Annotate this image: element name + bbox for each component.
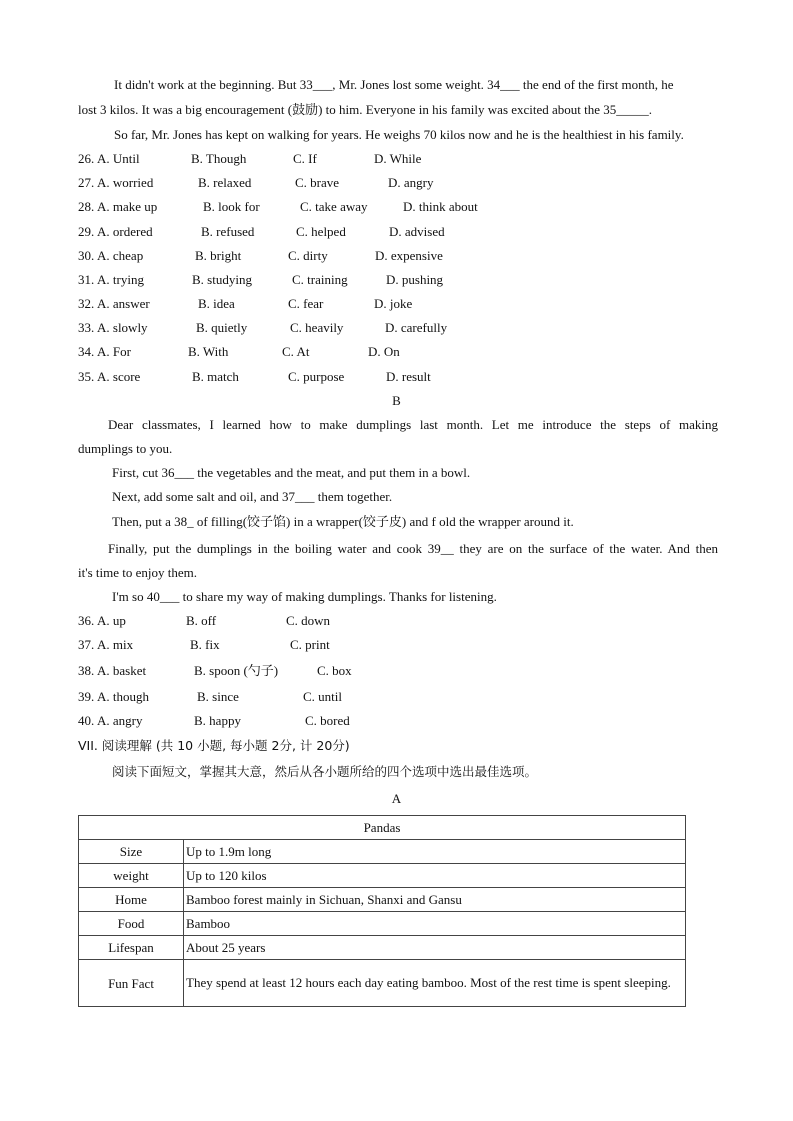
option-c: C. helped [296, 224, 346, 239]
step-line: First, cut 36___ the vegetables and the meat, and put them in a bowl. [112, 465, 471, 480]
option-c: C. fear [288, 296, 324, 311]
option-d: D. think about [403, 199, 478, 214]
option-c: C. At [282, 344, 310, 359]
intro-line: Dear classmates, I learned how to make dumplings last month. Let me introduce the steps of making [108, 417, 718, 432]
option-d: D. expensive [375, 248, 443, 263]
question-number: 31. [78, 272, 95, 287]
table-row [79, 912, 686, 936]
passage-line: It didn't work at the beginning. But 33___, Mr. Jones lost some weight. 34___ the end of the first month, he [114, 77, 674, 92]
option-b: B. look for [203, 199, 260, 214]
table-key: Home [79, 888, 184, 912]
option-a: A. basket [97, 663, 147, 678]
option-b: B. spoon (勺子) [194, 663, 279, 678]
option-b: B. studying [192, 272, 252, 287]
option-c: C. box [317, 663, 352, 678]
question-number: 38. [78, 663, 95, 678]
option-d: D. pushing [386, 272, 444, 287]
question-number: 28. [78, 199, 95, 214]
step-line: it's time to enjoy them. [78, 565, 197, 580]
option-d: D. While [374, 151, 422, 166]
option-b: B. since [197, 689, 239, 704]
table-key: weight [79, 864, 184, 888]
option-a: A. Until [97, 151, 140, 166]
option-a: A. ordered [97, 224, 153, 239]
question-number: 26. [78, 151, 95, 166]
option-b: B. relaxed [198, 175, 252, 190]
table-row [79, 888, 686, 912]
option-a: A. angry [97, 713, 143, 728]
table-row [79, 864, 686, 888]
table-value: Up to 1.9m long [184, 840, 686, 864]
option-c: C. until [303, 689, 343, 704]
table-key: Fun Fact [79, 960, 184, 1007]
table-row [79, 936, 686, 960]
option-c: C. take away [300, 199, 368, 214]
section-heading-a: A [391, 791, 402, 806]
option-b: B. bright [195, 248, 242, 263]
question-number: 36. [78, 613, 95, 628]
question-number: 33. [78, 320, 95, 335]
table-value: About 25 years [184, 936, 686, 960]
section-instruction: 阅读下面短文，掌握其大意，然后从各小题所给的四个选项中选出最佳选项。 [112, 764, 538, 779]
question-number: 39. [78, 689, 95, 704]
option-c: C. bored [305, 713, 350, 728]
closing-line: I'm so 40___ to share my way of making dumplings. Thanks for listening. [112, 589, 497, 604]
step-line: Finally, put the dumplings in the boiling water and cook 39__ they are on the surface of the water. And then [108, 541, 718, 556]
section-title: VII. 阅读理解 (共 10 小题, 每小题 2分, 计 20分) [78, 738, 350, 753]
option-c: C. dirty [288, 248, 328, 263]
passage-paragraph: So far, Mr. Jones has kept on walking for years. He weighs 70 kilos now and he is the healthiest in his family. [114, 127, 684, 142]
question-number: 34. [78, 344, 95, 359]
option-a: A. mix [97, 637, 134, 652]
intro-paragraph [78, 413, 718, 461]
question-number: 29. [78, 224, 95, 239]
option-c: C. down [286, 613, 331, 628]
question-number: 35. [78, 369, 95, 384]
table-value: Bamboo [184, 912, 686, 936]
option-b: B. fix [190, 637, 220, 652]
table-value: Bamboo forest mainly in Sichuan, Shanxi and Gansu [184, 888, 686, 912]
option-c: C. brave [295, 175, 340, 190]
table-value: Up to 120 kilos [184, 864, 686, 888]
table-key: Size [79, 840, 184, 864]
table-key: Lifespan [79, 936, 184, 960]
option-d: D. result [386, 369, 431, 384]
question-number: 32. [78, 296, 95, 311]
question-number: 37. [78, 637, 95, 652]
question-number: 30. [78, 248, 95, 263]
option-d: D. joke [374, 296, 413, 311]
option-d: D. angry [388, 175, 434, 190]
question-number: 27. [78, 175, 95, 190]
table-header-row [79, 816, 686, 840]
intro-line: dumplings to you. [78, 441, 173, 456]
option-c: C. print [290, 637, 330, 652]
table-row [79, 840, 686, 864]
option-d: D. advised [389, 224, 445, 239]
step-line: Next, add some salt and oil, and 37___ them together. [112, 489, 393, 504]
option-c: C. heavily [290, 320, 344, 335]
option-b: B. refused [201, 224, 255, 239]
option-c: C. training [292, 272, 348, 287]
table-row [79, 960, 686, 1007]
option-b: B. Though [191, 151, 247, 166]
section-heading-b: B [392, 393, 401, 408]
option-a: A. up [97, 613, 126, 628]
option-d: D. carefully [385, 320, 448, 335]
option-a: A. score [97, 369, 141, 384]
option-b: B. With [188, 344, 229, 359]
option-a: A. slowly [97, 320, 148, 335]
option-a: A. worried [97, 175, 154, 190]
option-a: A. answer [97, 296, 150, 311]
option-c: C. purpose [288, 369, 345, 384]
option-a: A. cheap [97, 248, 144, 263]
step-line: Then, put a 38_ of filling(饺子馅) in a wrapper(饺子皮) and f old the wrapper around it. [112, 514, 574, 529]
option-b: B. quietly [196, 320, 248, 335]
table-title: Pandas [79, 816, 686, 840]
option-a: A. trying [97, 272, 144, 287]
passage-line: lost 3 kilos. It was a big encouragement (鼓励) to him. Everyone in his family was excited about the 35_____. [78, 102, 653, 117]
option-b: B. off [186, 613, 217, 628]
table-key: Food [79, 912, 184, 936]
option-a: A. For [97, 344, 131, 359]
option-a: A. make up [97, 199, 158, 214]
option-a: A. though [97, 689, 149, 704]
option-b: B. match [192, 369, 239, 384]
pandas-table [78, 815, 686, 1007]
step-paragraph [78, 537, 718, 585]
option-d: D. On [368, 344, 400, 359]
option-b: B. happy [194, 713, 241, 728]
table-value: They spend at least 12 hours each day eating bamboo. Most of the rest time is spent sleeping. [184, 960, 686, 1007]
option-b: B. idea [198, 296, 235, 311]
question-number: 40. [78, 713, 95, 728]
option-c: C. If [293, 151, 317, 166]
